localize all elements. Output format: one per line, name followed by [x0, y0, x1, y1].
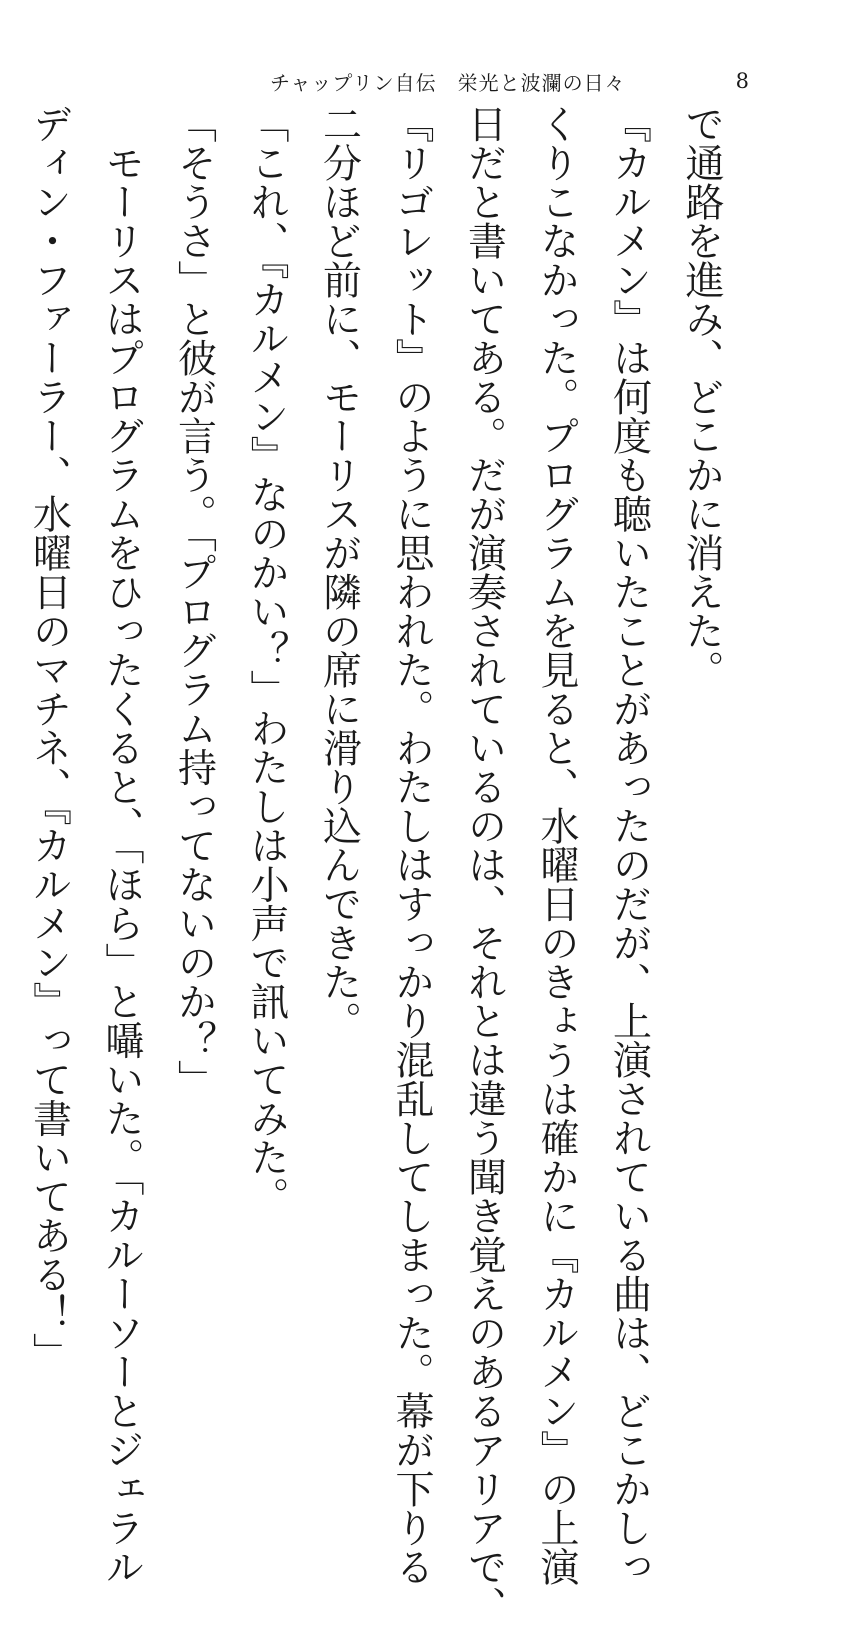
text-line: 『カルメン』は何度も聴いたことがあったのだが、上演されている曲は、どこかしっ — [606, 104, 652, 1586]
text-line: 日だと書いてある。だが演奏されているのは、それとは違う聞き覚えのあるアリアで、 — [461, 104, 507, 1625]
text-line: モーリスはプログラムをひったくると、「ほら」と囁いた。「カルーソーとジェラル — [99, 104, 144, 1586]
running-header — [270, 66, 750, 96]
book-title: チャップリン自伝 栄光と波瀾の日々 — [270, 70, 626, 95]
vertical-body-text — [0, 104, 737, 1625]
text-line — [0, 104, 12, 1104]
text-line: くりこなかった。プログラムを見ると、水曜日のきょうは確かに『カルメン』の上演 — [534, 104, 579, 1586]
text-line: 「これ、『カルメン』なのかい？」わたしは小声で訊いてみた。 — [244, 104, 289, 1216]
text-line: 『リゴレット』のように思われた。わたしはすっかり混乱してしまった。幕が下りる — [389, 104, 434, 1586]
text-line: ディン・ファーラー、水曜日のマチネ、『カルメン』って書いてある！」 — [26, 104, 72, 1372]
text-line: 二分ほど前に、モーリスが隣の席に滑り込んできた。 — [316, 104, 362, 1040]
page-number: 8 — [735, 69, 750, 93]
text-line: 「そうさ」と彼が言う。「プログラム持ってないのか？」 — [171, 104, 217, 1099]
text-line: で通路を進み、どこかに消えた。 — [679, 104, 724, 689]
